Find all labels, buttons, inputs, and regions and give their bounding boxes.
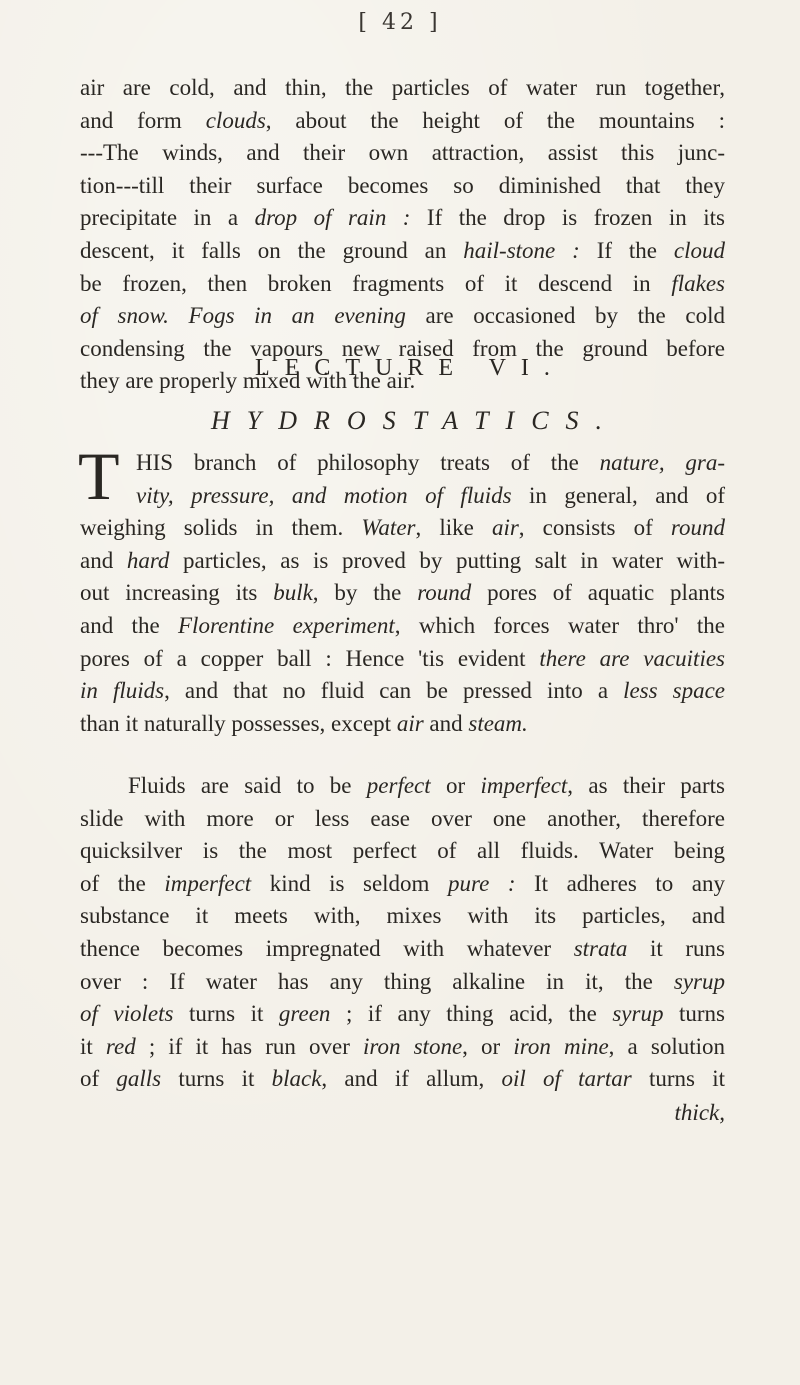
body-text: ---The winds, and their own attraction, assist this junc- bbox=[80, 140, 725, 166]
italic-text: oil of tartar bbox=[501, 1066, 632, 1092]
text-line bbox=[80, 998, 725, 1031]
body-text: , and if allum, bbox=[321, 1066, 502, 1092]
body-text: descent, it falls on the ground an bbox=[80, 237, 464, 263]
body-text: , by the bbox=[312, 580, 418, 606]
subject-heading: HYDROSTATICS. bbox=[210, 406, 620, 435]
body-text: are occasioned by the cold bbox=[405, 303, 725, 329]
catchword: thick, bbox=[674, 1100, 725, 1125]
text-line bbox=[80, 170, 725, 203]
italic-text: iron mine bbox=[513, 1033, 609, 1059]
italic-text: black bbox=[271, 1066, 322, 1092]
italic-text: syrup bbox=[673, 968, 725, 994]
text-line bbox=[80, 610, 725, 643]
text-line bbox=[80, 268, 725, 301]
italic-text: imperfect bbox=[164, 870, 252, 896]
body-text: ; if it has run over bbox=[135, 1033, 363, 1059]
italic-text: steam. bbox=[468, 710, 528, 736]
body-text: substance it meets with, mixes with its particles, and bbox=[80, 903, 725, 929]
italic-text: clouds bbox=[205, 107, 266, 133]
italic-text: air bbox=[491, 515, 519, 541]
italic-text: syrup bbox=[612, 1001, 664, 1027]
text-line bbox=[80, 480, 725, 513]
body-text: or bbox=[430, 773, 481, 798]
text-line bbox=[80, 137, 725, 170]
italic-text: hard bbox=[126, 547, 170, 573]
body-text: over : If water has any thing alkaline in it, the bbox=[80, 968, 674, 994]
body-text: HIS branch of philosophy treats of the bbox=[136, 450, 600, 475]
body-text: quicksilver is the most perfect of all fluids. Water being bbox=[80, 838, 725, 864]
text-line bbox=[80, 708, 725, 741]
body-text: it runs bbox=[627, 935, 725, 961]
text-line bbox=[80, 545, 725, 578]
text-line bbox=[80, 1063, 725, 1096]
drop-cap: T bbox=[78, 438, 120, 514]
body-text: and the bbox=[80, 612, 178, 638]
body-text: out increasing its bbox=[80, 580, 274, 606]
body-text bbox=[169, 303, 189, 328]
body-text: , as their parts bbox=[567, 773, 725, 798]
body-text: , a solution bbox=[608, 1033, 725, 1059]
body-text: Fluids are said to be bbox=[128, 773, 367, 798]
text-line bbox=[80, 933, 725, 966]
body-text: , and that no fluid can be pressed into a bbox=[164, 678, 624, 704]
body-text: turns it bbox=[631, 1066, 725, 1092]
body-text: of bbox=[80, 1066, 117, 1092]
italic-text: drop of rain : bbox=[254, 205, 411, 231]
body-text: , consists of bbox=[518, 515, 671, 541]
text-line bbox=[80, 447, 725, 480]
page-number: [ 42 ] bbox=[358, 10, 442, 35]
text-line bbox=[80, 770, 725, 803]
text-line bbox=[80, 966, 725, 999]
italic-text: of snow. bbox=[80, 303, 169, 329]
italic-text: flakes bbox=[671, 270, 725, 296]
text-line bbox=[80, 675, 725, 708]
body-text: slide with more or less ease over one another, therefore bbox=[80, 805, 725, 831]
body-text: weighing solids in them. bbox=[80, 515, 362, 541]
italic-text: bulk bbox=[273, 580, 313, 606]
italic-text: cloud bbox=[673, 237, 726, 263]
body-text: If the drop is frozen in its bbox=[410, 205, 725, 231]
italic-text: Fogs in an evening bbox=[188, 303, 406, 329]
body-text: , or bbox=[462, 1033, 514, 1059]
body-text: turns it bbox=[173, 1001, 279, 1027]
italic-text: perfect bbox=[366, 773, 431, 798]
body-text: , about the height of the mountains : bbox=[265, 107, 725, 133]
text-line bbox=[80, 105, 725, 138]
italic-text: pure : bbox=[447, 870, 516, 896]
body-text: in general, and of bbox=[511, 482, 726, 508]
catchword-line bbox=[80, 1097, 725, 1130]
italic-text: green bbox=[278, 1001, 331, 1027]
italic-text: round bbox=[417, 580, 472, 606]
text-line bbox=[80, 900, 725, 933]
body-text: and form bbox=[80, 107, 206, 133]
italic-text: there are vacuities bbox=[539, 645, 725, 671]
body-text: and bbox=[80, 547, 127, 573]
paragraph-hydrostatics bbox=[78, 438, 726, 740]
text-line bbox=[80, 868, 725, 901]
italic-text: vity, pressure, and motion of fluids bbox=[136, 482, 512, 508]
text-line bbox=[80, 512, 725, 545]
italic-text: galls bbox=[116, 1066, 162, 1092]
text-line bbox=[80, 577, 725, 610]
body-text: , like bbox=[415, 515, 492, 541]
body-text: If the bbox=[579, 237, 674, 263]
body-text: , which forces water thro' the bbox=[394, 612, 725, 638]
body-text: pores of aquatic plants bbox=[471, 580, 726, 606]
italic-text: iron stone bbox=[363, 1033, 463, 1059]
italic-text: strata bbox=[573, 935, 628, 961]
body-text: thence becomes impregnated with whatever bbox=[80, 935, 574, 961]
italic-text: nature, gra- bbox=[599, 450, 726, 475]
italic-text: less space bbox=[623, 678, 725, 704]
text-line bbox=[80, 835, 725, 868]
body-text: air are cold, and thin, the particles of water run together, bbox=[80, 75, 725, 100]
body-text: be frozen, then broken fragments of it descend in bbox=[80, 270, 672, 296]
italic-text: air bbox=[396, 710, 424, 736]
body-text: tion---till their surface becomes so diminished that they bbox=[80, 172, 725, 198]
text-line bbox=[80, 643, 725, 676]
text-line bbox=[80, 300, 725, 333]
italic-text: in fluids bbox=[80, 678, 165, 704]
body-text: It adheres to any bbox=[515, 870, 725, 896]
text-line bbox=[80, 235, 725, 268]
body-text: particles, as is proved by putting salt in water with- bbox=[169, 547, 725, 573]
italic-text: Florentine experiment bbox=[178, 612, 395, 638]
paragraph-fluids bbox=[80, 770, 725, 1096]
body-text: it bbox=[80, 1033, 106, 1059]
body-text: ; if any thing acid, the bbox=[330, 1001, 613, 1027]
text-line bbox=[80, 72, 725, 105]
body-text: turns bbox=[663, 1001, 725, 1027]
italic-text: imperfect bbox=[480, 773, 568, 798]
italic-text: round bbox=[670, 515, 725, 541]
italic-text: Water bbox=[361, 515, 416, 541]
italic-text: red bbox=[105, 1033, 136, 1059]
body-text: and bbox=[423, 710, 469, 736]
paragraph-clouds bbox=[80, 72, 725, 398]
text-line bbox=[80, 803, 725, 836]
lecture-heading: LECTURE VI. bbox=[255, 355, 565, 381]
body-text: of the bbox=[80, 870, 165, 896]
body-text: they are properly mixed with the air. bbox=[80, 368, 416, 394]
body-text: turns it bbox=[161, 1066, 272, 1092]
text-line bbox=[80, 1031, 725, 1064]
italic-text: hail-stone : bbox=[463, 237, 580, 263]
text-line bbox=[80, 202, 725, 235]
body-text: kind is seldom bbox=[251, 870, 448, 896]
body-text: condensing the vapours new raised from the ground before bbox=[80, 335, 725, 361]
body-text: pores of a copper ball : Hence 'tis evident bbox=[80, 645, 540, 671]
body-text: than it naturally possesses, except bbox=[80, 710, 397, 736]
italic-text: of violets bbox=[80, 1001, 174, 1027]
body-text: precipitate in a bbox=[80, 205, 255, 231]
